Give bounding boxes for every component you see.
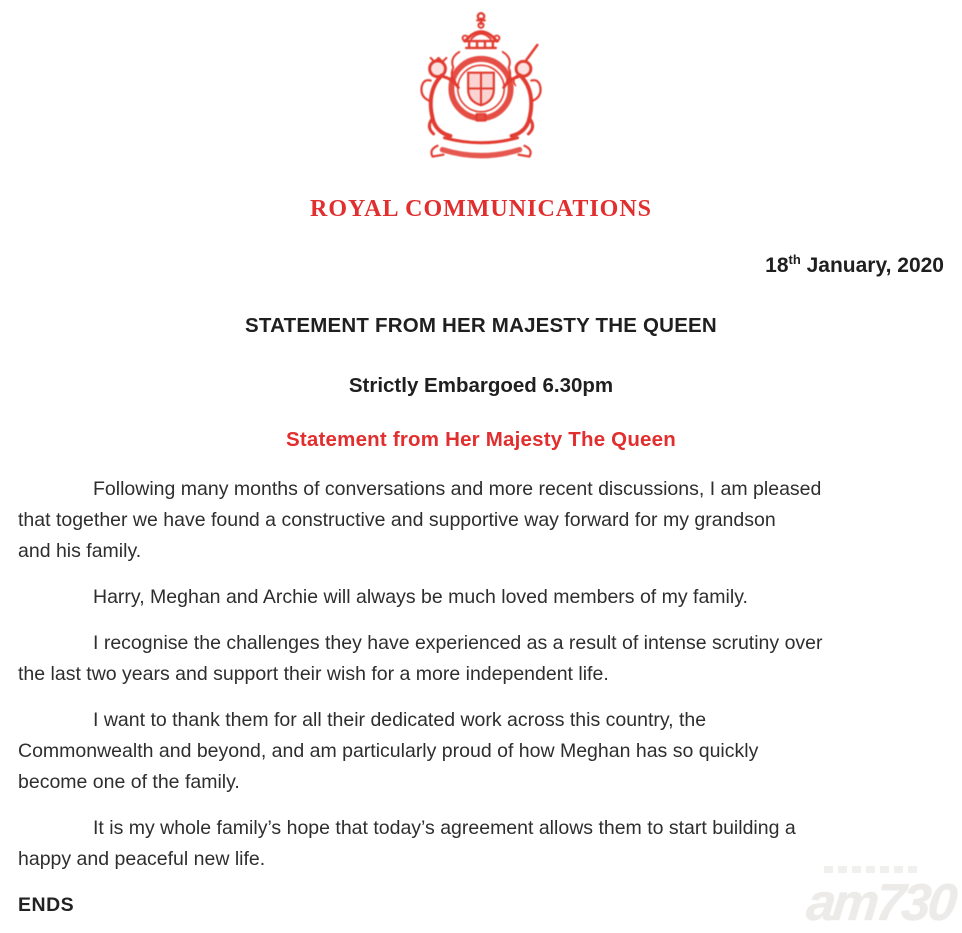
date-day: 18 [765,254,789,277]
paragraph [18,474,944,567]
paragraph-line: Following many months of conversations and more recent discussions, I am pleased [93,478,822,500]
date-rest: January, 2020 [800,254,944,277]
paragraph-line: and his family. [18,540,142,562]
document-date [765,252,944,278]
document-body [18,474,944,921]
am730-logo: am730 [804,874,958,932]
am730-watermark [804,866,958,932]
paragraph-line: I want to thank them for all their dedicated work across this country, the [93,709,707,731]
embargo-notice: Strictly Embargoed 6.30pm [348,374,614,397]
royal-coat-of-arms-icon [402,10,560,164]
paragraph [18,582,944,613]
paragraph [18,628,944,690]
paragraph-line: that together we have found a constructive and supportive way forward for my grandson [18,509,776,531]
paragraph-line: I recognise the challenges they have experienced as a result of intense scrutiny over [93,632,823,654]
organization-title: ROYAL COMMUNICATIONS [309,196,653,222]
paragraph-line: It is my whole family’s hope that today’s agreement allows them to start building a [93,817,796,839]
paragraph-line: happy and peaceful new life. [18,848,266,870]
paragraph-line: become one of the family. [18,771,240,793]
statement-title: STATEMENT FROM HER MAJESTY THE QUEEN [245,314,717,337]
paragraph-line: the last two years and support their wish for a more independent life. [18,663,609,685]
paragraph-line: Commonwealth and beyond, and am particularly proud of how Meghan has so quickly [18,740,759,762]
paragraph-line: Harry, Meghan and Archie will always be much loved members of my family. [93,586,748,608]
paragraph [18,705,944,798]
paragraphs-container [18,474,944,875]
ends-marker: ENDS [18,894,75,916]
watermark-tagline-marks [824,866,920,873]
date-suffix: th [788,252,801,267]
paragraph [18,813,944,875]
statement-subtitle: Statement from Her Majesty The Queen [286,428,676,451]
